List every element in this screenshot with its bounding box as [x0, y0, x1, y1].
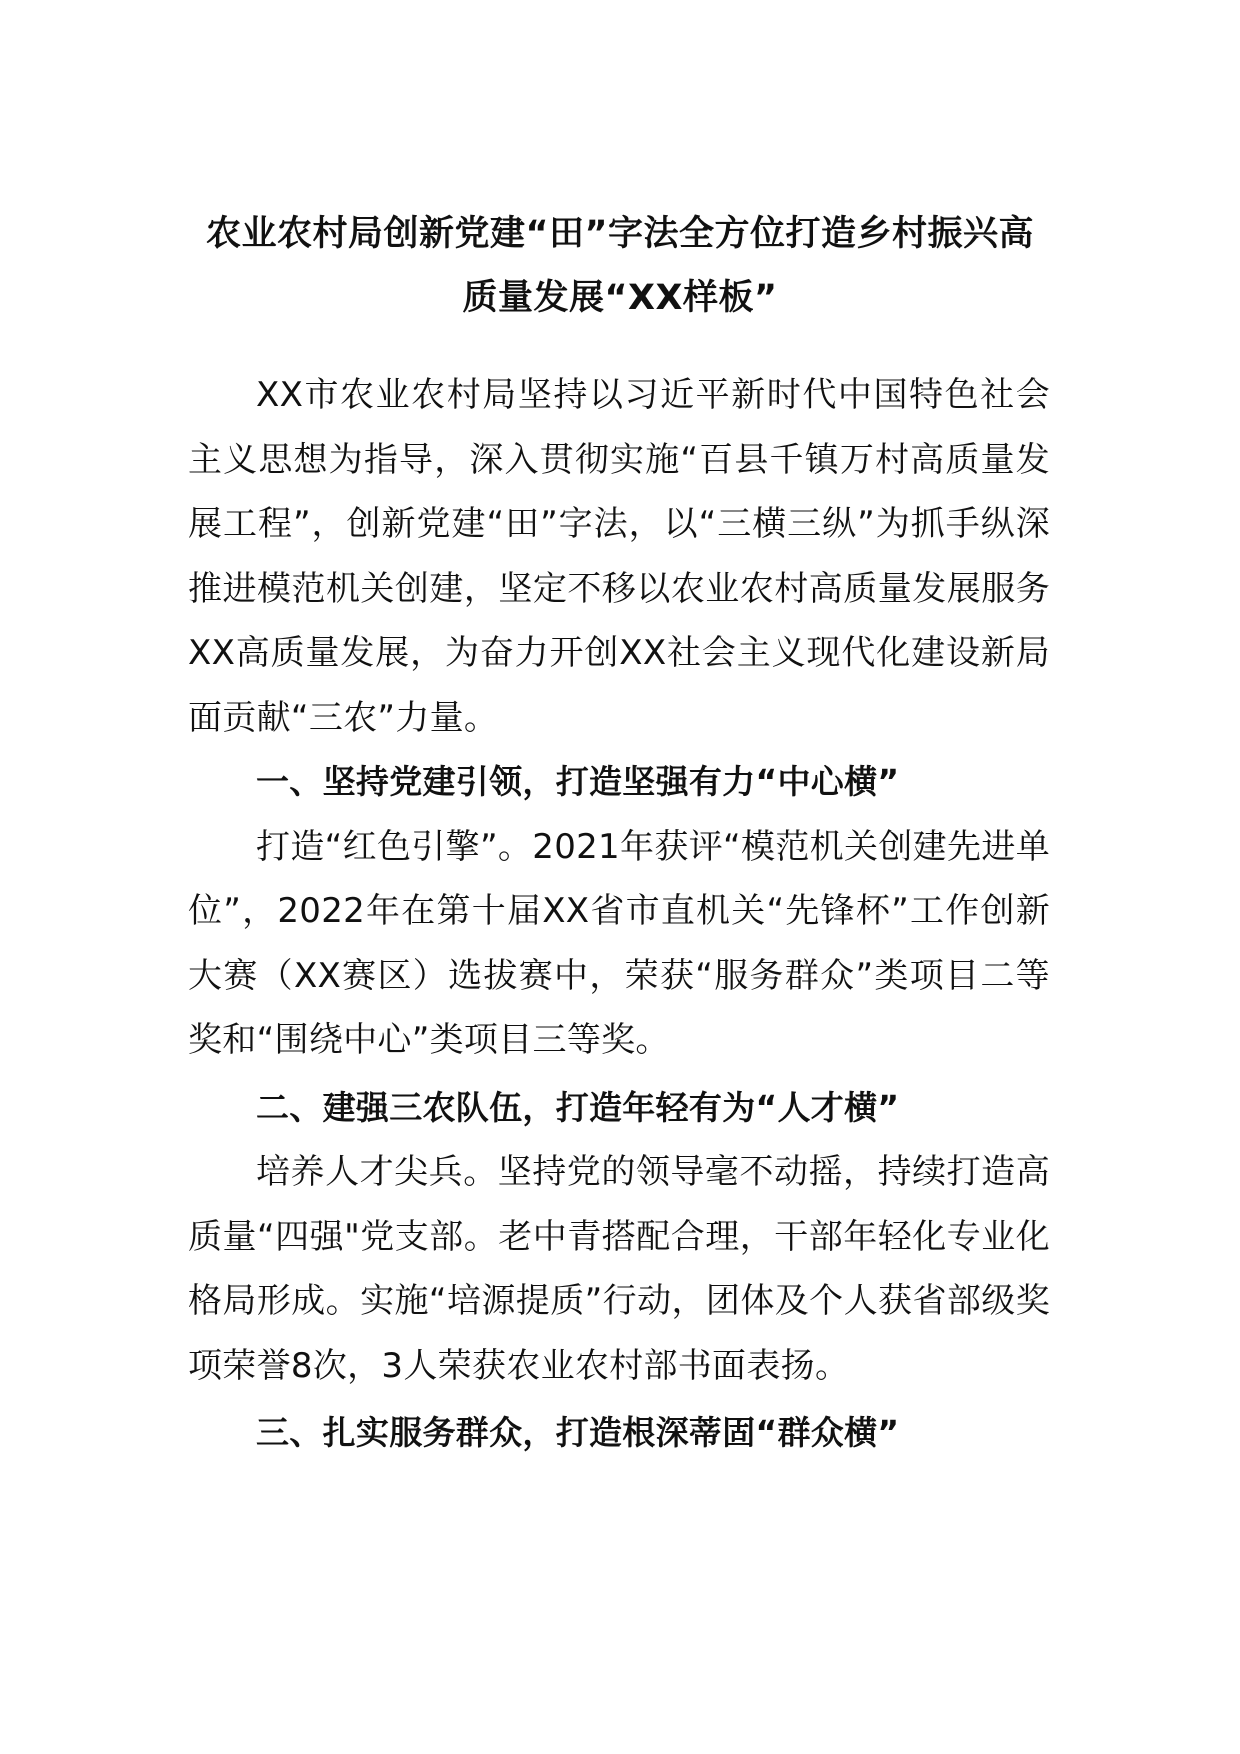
- section-1-paragraph: 打造“红色引擎”。2021年获评“模范机关创建先进单位”，2022年在第十届XX省市直机关“先锋杯”工作创新大赛（XX赛区）选拔赛中，荣获“服务群众”类项目二等奖和“围绕中心”类项目三等奖。: [188, 826, 1050, 1060]
- document-title: 农业农村局创新党建“田”字法全方位打造乡村振兴高质量发展“XX样板”: [205, 214, 1034, 318]
- intro-paragraph: XX市农业农村局坚持以习近平新时代中国特色社会主义思想为指导，深入贯彻实施“百县千镇万村高质量发展工程”，创新党建“田”字法，以“三横三纵”为抓手纵深推进模范机关创建，坚定不移以农业农村高质量发展服务XX高质量发展，为奋力开创XX社会主义现代化建设新局面贡献“三农”力量。: [188, 375, 1050, 738]
- section-2-heading: 二、建强三农队伍，打造年轻有为“人才横”: [256, 1087, 900, 1127]
- section-3-heading: 三、扎实服务群众，打造根深蒂固“群众横”: [256, 1413, 900, 1452]
- document-body: [188, 363, 1050, 1466]
- section-1-heading: 一、坚持党建引领，打造坚强有力“中心横”: [256, 762, 900, 801]
- section-2-paragraph: 培养人才尖兵。坚持党的领导毫不动摇，持续打造高质量“四强"党支部。老中青搭配合理，干部年轻化专业化格局形成。实施“培源提质”行动，团体及个人获省部级奖项荣誉8次，3人荣获农业农村部书面表扬。: [188, 1152, 1050, 1386]
